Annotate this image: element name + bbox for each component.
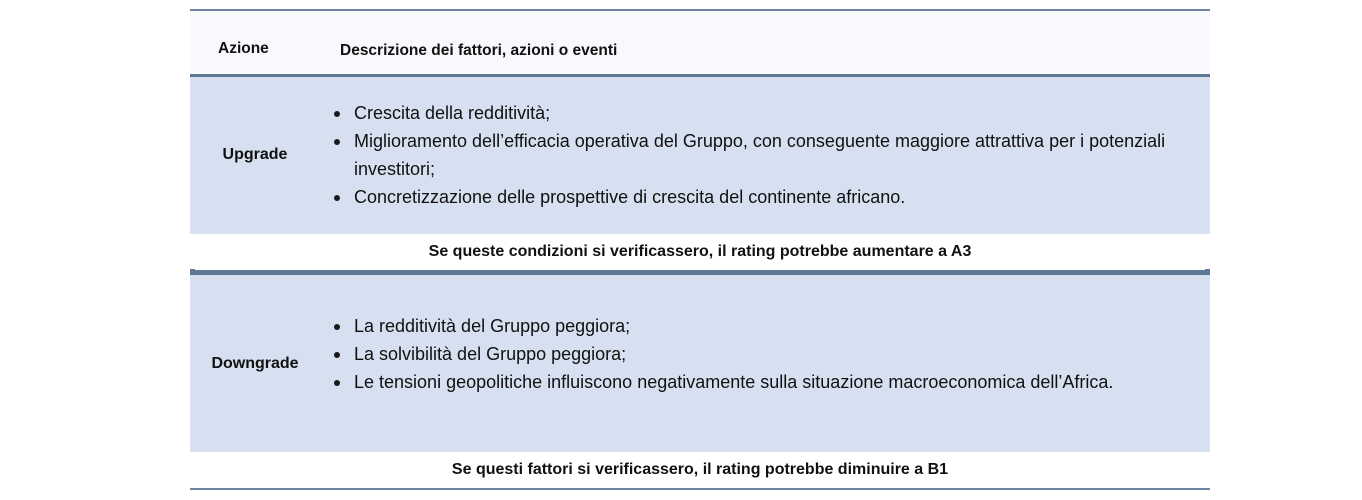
bullet-text: Miglioramento dell’efficacia operativa del Gruppo, con conseguente maggiore attrattiva per i potenziali investitori; (354, 131, 1166, 179)
bullet-icon (334, 324, 340, 330)
list-item (330, 183, 1190, 211)
bullet-text: Crescita della redditività; (354, 103, 551, 123)
bullet-icon (334, 195, 340, 201)
bullet-text: La solvibilità del Gruppo peggiora; (354, 344, 627, 364)
list-item (330, 340, 1190, 368)
bullet-text: Concretizzazione delle prospettive di crescita del continente africano. (354, 187, 906, 207)
header-action: Azione (218, 40, 269, 57)
header-description: Descrizione dei fattori, azioni o eventi (340, 42, 618, 59)
bullet-list-upgrade (330, 99, 1190, 211)
bullet-icon (334, 352, 340, 358)
list-item (330, 99, 1190, 127)
table-header-row (190, 11, 1210, 74)
summary-upgrade: Se queste condizioni si verificassero, il rating potrebbe aumentare a A3 (190, 234, 1210, 270)
bullet-text: La redditività del Gruppo peggiora; (354, 316, 631, 336)
list-item (330, 127, 1190, 183)
action-label-upgrade: Upgrade (222, 146, 288, 163)
rating-table (190, 9, 1210, 490)
action-label-downgrade: Downgrade (211, 355, 299, 372)
summary-downgrade: Se questi fattori si verificassero, il rating potrebbe diminuire a B1 (190, 452, 1210, 488)
bullet-text: Le tensioni geopolitiche influiscono negativamente sulla situazione macroeconomica dell’Africa. (354, 372, 1114, 392)
list-item (330, 368, 1190, 396)
bullet-icon (334, 380, 340, 386)
list-item (330, 312, 1190, 340)
table-row-downgrade (190, 275, 1210, 452)
bullet-icon (334, 111, 340, 117)
table-bottom-rule (190, 488, 1210, 490)
bullet-list-downgrade (330, 312, 1190, 396)
table-row-upgrade (190, 77, 1210, 234)
bullet-icon (334, 139, 340, 145)
